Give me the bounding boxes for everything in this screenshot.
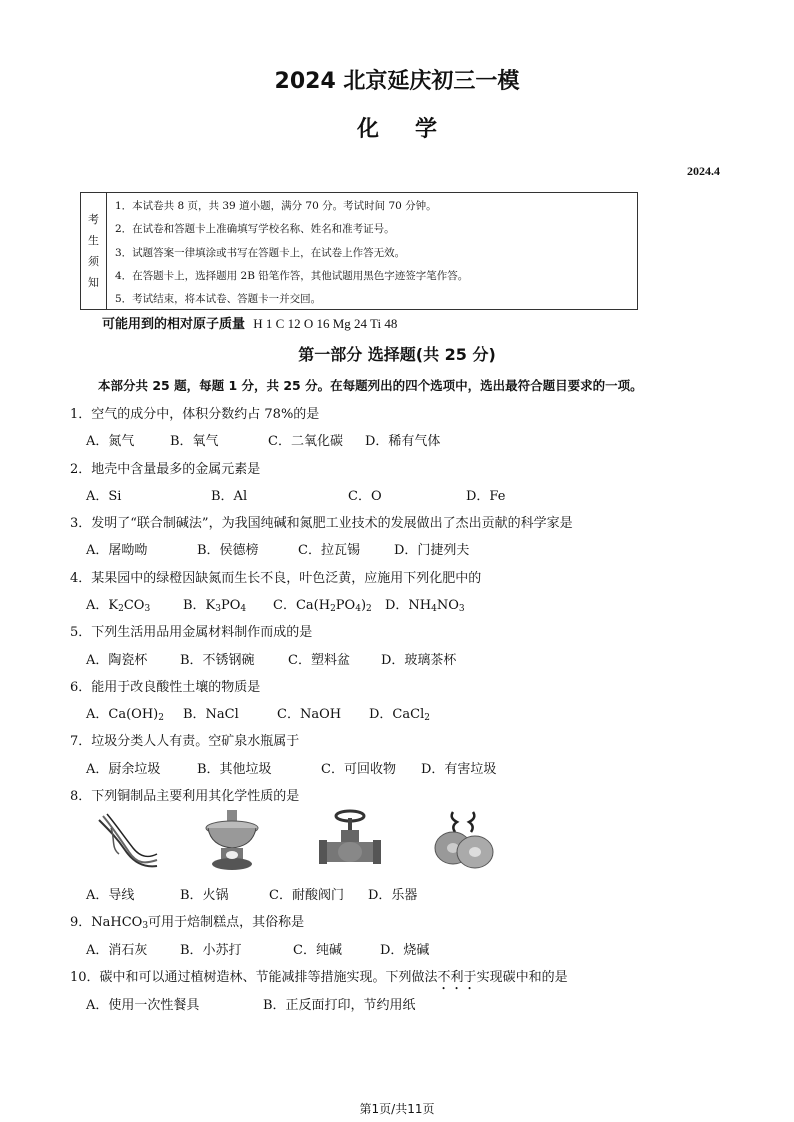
notice-item: 1．本试卷共 8 页，共 39 道小题，满分 70 分。考试时间 70 分钟。	[115, 200, 437, 212]
q8-option-a[interactable]: A．导线	[86, 888, 135, 903]
page-footer: 第1页/共11页	[359, 1102, 435, 1116]
cymbals-icon	[431, 808, 497, 874]
notice-side-char: 知	[88, 276, 99, 289]
atomic-masses-label: 可能用到的相对原子质量	[102, 317, 246, 332]
exam-notice-box	[80, 192, 638, 310]
q7-option-b[interactable]: B．其他垃圾	[197, 762, 272, 777]
q1-option-b[interactable]: B．氧气	[170, 434, 219, 449]
q2-option-a[interactable]: A．Si	[86, 489, 122, 504]
valve-icon	[317, 808, 383, 874]
q5-option-d[interactable]: D．玻璃茶杯	[381, 653, 457, 668]
q1-option-c[interactable]: C．二氧化碳	[268, 434, 343, 449]
q7-option-d[interactable]: D．有害垃圾	[421, 762, 497, 777]
q5-option-a[interactable]: A．陶瓷杯	[86, 653, 148, 668]
notice-item: 3．试题答案一律填涂或书写在答题卡上，在试卷上作答无效。	[115, 246, 406, 259]
q3-option-b[interactable]: B．侯德榜	[197, 543, 259, 558]
part1-title: 第一部分 选择题(共 25 分)	[298, 345, 496, 364]
q4-option-a[interactable]: A．$K_2CO_3$	[86, 598, 151, 614]
q8-option-d[interactable]: D．乐器	[368, 888, 418, 903]
question-7-stem: 7．垃圾分类人人有责。空矿泉水瓶属于	[70, 734, 300, 749]
notice-side-char: 生	[88, 234, 99, 247]
question-1-stem: 1．空气的成分中，体积分数约占 78%的是	[70, 407, 320, 422]
q5-option-b[interactable]: B．不锈钢碗	[180, 653, 255, 668]
q3-option-a[interactable]: A．屠呦呦	[86, 543, 148, 558]
question-2-stem: 2．地壳中含量最多的金属元素是	[70, 462, 261, 477]
q9-option-b[interactable]: B．小苏打	[180, 943, 242, 958]
q4-option-c[interactable]: C．$Ca(H_2PO_4)_2$	[273, 598, 372, 614]
q9-option-a[interactable]: A．消石灰	[86, 943, 148, 958]
q10-option-a[interactable]: A．使用一次性餐具	[86, 998, 200, 1013]
question-4-stem: 4．某果园中的绿橙因缺氮而生长不良，叶色泛黄，应施用下列化肥中的	[70, 571, 482, 586]
atomic-masses-values: H 1 C 12 O 16 Mg 24 Ti 48	[253, 316, 398, 331]
exam-date: 2024.4	[687, 164, 720, 178]
question-5-stem: 5．下列生活用品用金属材料制作而成的是	[70, 625, 313, 640]
exam-title: 2024 北京延庆初三一模	[274, 69, 520, 94]
q8-images	[95, 808, 515, 874]
q1-option-d[interactable]: D．稀有气体	[365, 434, 441, 449]
q7-option-c[interactable]: C．可回收物	[321, 762, 396, 777]
q6-option-c[interactable]: C．NaOH	[277, 707, 342, 722]
subject-title: 化学	[356, 117, 473, 142]
q7-option-a[interactable]: A．厨余垃圾	[86, 762, 161, 777]
hotpot-icon	[199, 808, 265, 874]
q8-option-c[interactable]: C．耐酸阀门	[269, 888, 344, 903]
notice-list	[115, 195, 468, 311]
q3-option-d[interactable]: D．门捷列夫	[394, 543, 470, 558]
question-8-stem: 8．下列铜制品主要利用其化学性质的是	[70, 789, 300, 804]
q9-option-d[interactable]: D．烧碱	[380, 943, 430, 958]
notice-side-label	[81, 193, 107, 309]
copper-wire-icon	[95, 808, 161, 874]
q4-option-d[interactable]: D．$NH_4NO_3$	[385, 598, 465, 614]
q9-option-c[interactable]: C．纯碱	[293, 943, 342, 958]
notice-item: 5．考试结束，将本试卷、答题卡一并交回。	[115, 293, 322, 306]
q2-option-d[interactable]: D．Fe	[466, 489, 506, 504]
q6-option-a[interactable]: A．$Ca(OH)_2$	[86, 707, 164, 723]
q4-option-b[interactable]: B．$K_3PO_4$	[183, 598, 247, 614]
atomic-masses	[102, 313, 397, 332]
notice-item: 2．在试卷和答题卡上准确填写学校名称、姓名和准考证号。	[115, 223, 395, 236]
q2-option-b[interactable]: B．Al	[211, 489, 248, 504]
q2-option-c[interactable]: C．O	[348, 489, 382, 504]
q10-option-b[interactable]: B．正反面打印，节约用纸	[263, 998, 416, 1013]
q3-option-c[interactable]: C．拉瓦锡	[298, 543, 360, 558]
notice-item: 4．在答题卡上，选择题用 2B 铅笔作答，其他试题用黑色字迹签字笔作答。	[115, 269, 469, 282]
question-10-stem: 10．碳中和可以通过植树造林、节能减排等措施实现。下列做法不利于实现碳中和的是	[70, 970, 568, 985]
q8-option-b[interactable]: B．火锅	[180, 888, 229, 903]
question-6-stem: 6．能用于改良酸性土壤的物质是	[70, 680, 261, 695]
question-9-stem: 9．NaHCO$_3$可用于焙制糕点，其俗称是	[70, 915, 305, 931]
q5-option-c[interactable]: C．塑料盆	[288, 653, 350, 668]
part1-intro: 本部分共 25 题，每题 1 分，共 25 分。在每题列出的四个选项中，选出最符合题目要求的一项。	[98, 378, 643, 393]
q1-option-a[interactable]: A．氮气	[86, 434, 135, 449]
q6-option-b[interactable]: B．NaCl	[183, 707, 239, 722]
question-3-stem: 3．发明了“联合制碱法”，为我国纯碱和氮肥工业技术的发展做出了杰出贡献的科学家是	[70, 516, 573, 531]
notice-side-char: 须	[88, 255, 99, 268]
emphasis-text: 不利于	[437, 970, 477, 985]
notice-side-char: 考	[88, 213, 99, 226]
q6-option-d[interactable]: D．CaCl$_2$	[369, 707, 430, 723]
